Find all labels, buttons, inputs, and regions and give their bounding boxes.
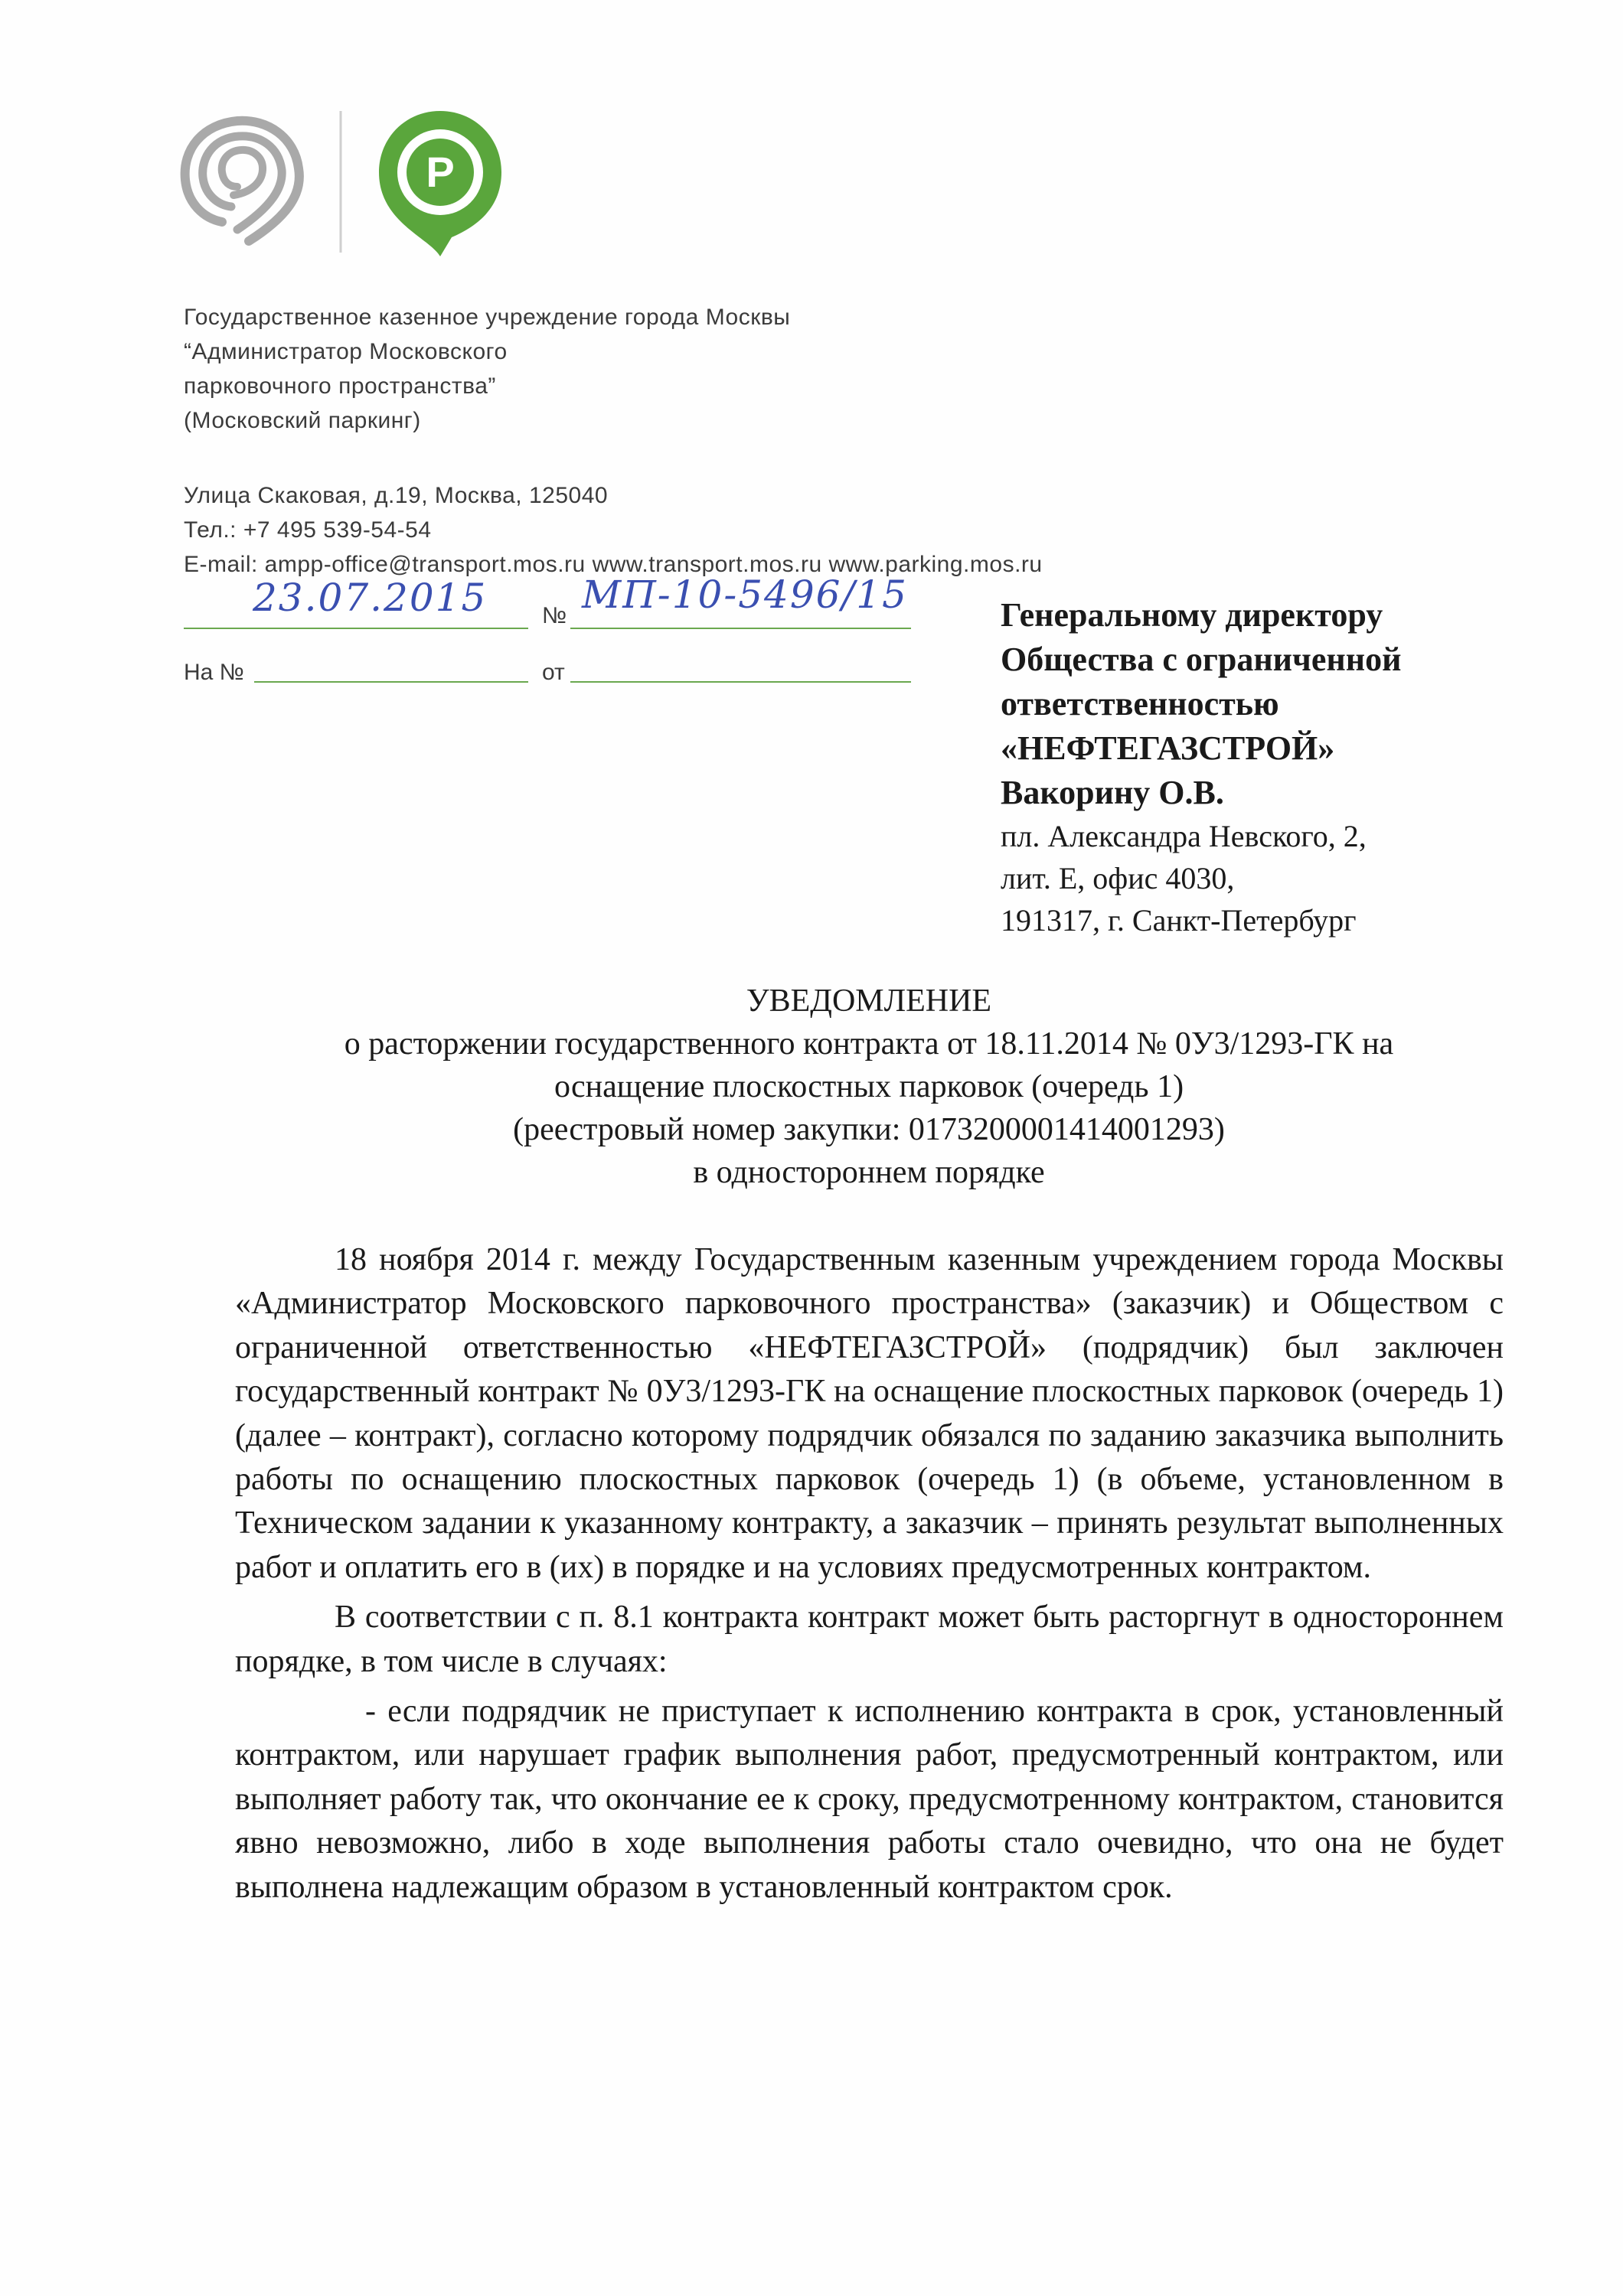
number-label: № (542, 603, 567, 628)
title-line: в одностороннем порядке (693, 1155, 1045, 1190)
recipient-name: Вакорину О.В. (1001, 774, 1224, 811)
body-paragraph: 18 ноября 2014 г. между Государственным казенным учреждением города Москвы «Администратор Московского парковочного пространства» (заказчик) и Обществом с ограниченной ответственностью «НЕФТЕГАЗСТРОЙ» (подрядчик) был заключен государственный контракт № 0У3/1293-ГК на оснащение плоскостных парковок (очередь 1) (далее – контракт), согласно которому подрядчик обязался по заданию заказчика выполнить работы по оснащению плоскостных парковок (очередь 1) (в объеме, установленном в Техническом задании к указанному контракту, а заказчик – принять результат выполненных работ и оплатить его в (их) в порядке и на условиях предусмотренных контрактом. (235, 1242, 1504, 1585)
parking-logo-icon (379, 111, 501, 256)
title-line: (реестровый номер закупки: 0173200001414001293) (513, 1112, 1225, 1147)
svg-text:P: P (426, 148, 455, 196)
body-paragraph: - если подрядчик не приступает к исполнению контракта в срок, установленный контрактом, или нарушает график выполнения работ, предусмотренный контрактом, или выполняет работу так, что окончание ее к сроку, предусмотренному контрактом, становится явно невозможно, либо в ходе выполнения работы стало очевидно, что она не будет выполнена надлежащим образом в установленный контрактом срок. (235, 1694, 1504, 1905)
sender-org-block (184, 300, 790, 438)
outgoing-number: МП-10-5496/15 (582, 572, 908, 617)
org-name-line: “Администратор Московского (184, 339, 508, 364)
date-rule (184, 628, 528, 629)
outgoing-date: 23.07.2015 (253, 576, 488, 620)
recipient-block (1001, 593, 1552, 941)
document-title-block (184, 980, 1554, 1194)
document-heading: УВЕДОМЛЕНИЕ (746, 983, 992, 1019)
recipient-address-line: 191317, г. Санкт-Петербург (1001, 903, 1357, 938)
from-rule (570, 681, 911, 683)
sender-email-web: E-mail: ampp-office@transport.mos.ru www.transport.mos.ru www.parking.mos.ru (184, 552, 1043, 577)
title-line: о расторжении государственного контракта от 18.11.2014 № 0У3/1293-ГК на (344, 1026, 1394, 1062)
sender-phone: Тел.: +7 495 539-54-54 (184, 517, 432, 543)
in-reply-rule (254, 681, 528, 683)
org-name-line: парковочного пространства” (184, 373, 496, 399)
moscow-transport-logo-icon (176, 107, 528, 260)
logo-area (176, 107, 528, 260)
sender-address: Улица Скаковая, д.19, Москва, 125040 (184, 483, 609, 508)
document-body (235, 1238, 1504, 1916)
in-reply-label: На № (184, 660, 244, 685)
title-line: оснащение плоскостных парковок (очередь 1) (554, 1069, 1184, 1104)
recipient-line: Общества с ограниченной (1001, 641, 1402, 678)
recipient-line: Генеральному директору (1001, 596, 1383, 634)
from-label: от (542, 660, 565, 685)
org-name-line: Государственное казенное учреждение города Москвы (184, 305, 791, 330)
recipient-address-line: лит. Е, офис 4030, (1001, 861, 1235, 895)
recipient-address-line: пл. Александра Невского, 2, (1001, 819, 1367, 853)
org-name-line: (Московский паркинг) (184, 408, 421, 433)
recipient-line: «НЕФТЕГАЗСТРОЙ» (1001, 729, 1335, 767)
sender-contact-block (184, 478, 1043, 582)
number-rule (570, 628, 911, 629)
recipient-line: ответственностью (1001, 685, 1279, 722)
body-paragraph: В соответствии с п. 8.1 контракта контракт может быть расторгнут в одностороннем порядке, в том числе в случаях: (235, 1600, 1504, 1679)
